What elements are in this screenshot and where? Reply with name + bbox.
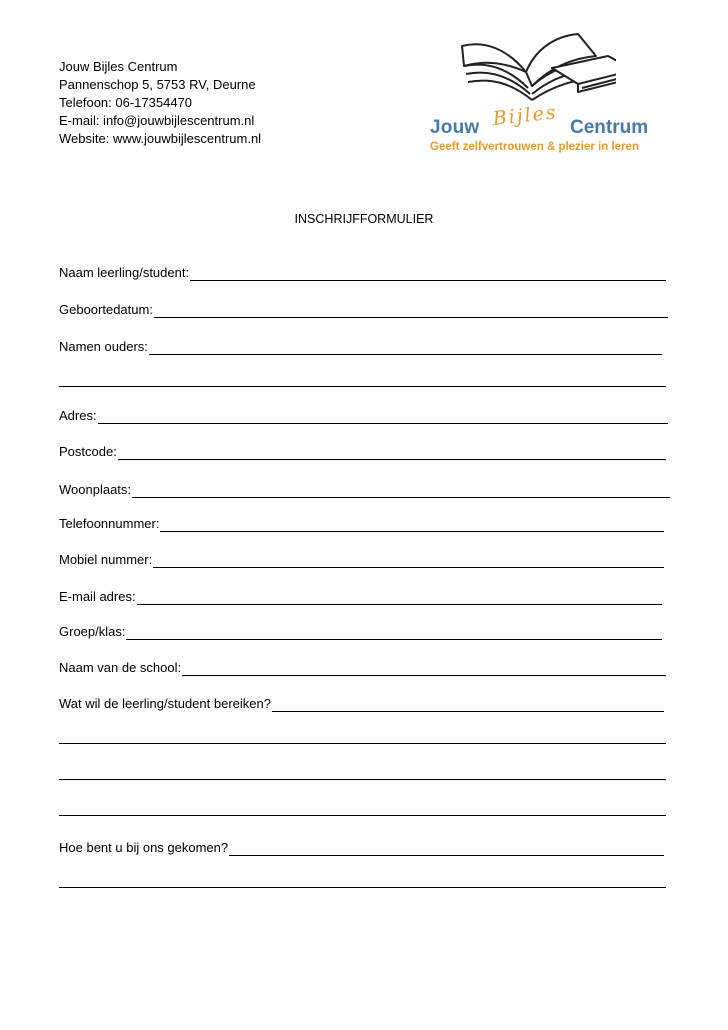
referral-input-line[interactable] <box>229 842 664 856</box>
city-field[interactable] <box>59 480 670 498</box>
referral-label: Hoe bent u bij ons gekomen? <box>59 840 229 855</box>
company-logo <box>428 28 668 156</box>
mobile-label: Mobiel nummer: <box>59 552 153 567</box>
contact-website: Website: www.jouwbijlescentrum.nl <box>59 131 262 146</box>
logo-word-centrum: Centrum <box>570 117 649 138</box>
referral-extra-line[interactable] <box>59 887 666 888</box>
goals-label: Wat wil de leerling/student bereiken? <box>59 696 271 711</box>
email-field[interactable] <box>59 587 662 605</box>
form-title: INSCHRIJFFORMULIER <box>294 212 434 226</box>
phone-field[interactable] <box>59 514 664 532</box>
address-label: Adres: <box>59 408 97 423</box>
city-input-line[interactable] <box>132 484 670 498</box>
goals-input-line[interactable] <box>272 698 664 712</box>
school-name-input-line[interactable] <box>182 662 666 676</box>
contact-address: Pannenschop 5, 5753 RV, Deurne <box>59 77 256 92</box>
email-input-line[interactable] <box>137 591 662 605</box>
birth-date-input-line[interactable] <box>154 304 668 318</box>
contact-email: E-mail: info@jouwbijlescentrum.nl <box>59 113 255 128</box>
postal-code-field[interactable] <box>59 442 666 460</box>
group-class-input-line[interactable] <box>126 626 662 640</box>
postal-code-label: Postcode: <box>59 444 117 459</box>
contact-phone: Telefoon: 06-17354470 <box>59 95 193 110</box>
parent-names-extra-line[interactable] <box>59 386 666 387</box>
phone-input-line[interactable] <box>160 518 664 532</box>
postal-code-input-line[interactable] <box>118 446 666 460</box>
group-class-field[interactable] <box>59 622 662 640</box>
goals-extra-line-1[interactable] <box>59 743 666 744</box>
student-name-field[interactable] <box>59 263 666 281</box>
parent-names-input-line[interactable] <box>149 341 662 355</box>
goals-extra-line-3[interactable] <box>59 815 666 816</box>
school-name-field[interactable] <box>59 658 666 676</box>
parent-names-label: Namen ouders: <box>59 339 148 354</box>
phone-label: Telefoonnummer: <box>59 516 160 531</box>
email-label: E-mail adres: <box>59 589 136 604</box>
address-field[interactable] <box>59 406 668 424</box>
student-name-label: Naam leerling/student: <box>59 265 190 280</box>
school-name-label: Naam van de school: <box>59 660 182 675</box>
birth-date-label: Geboortedatum: <box>59 302 153 317</box>
referral-field[interactable] <box>59 838 664 856</box>
contact-block <box>59 58 261 148</box>
logo-word-bijles: Bijles <box>491 101 559 130</box>
mobile-input-line[interactable] <box>153 554 664 568</box>
birth-date-field[interactable] <box>59 300 668 318</box>
group-class-label: Groep/klas: <box>59 624 126 639</box>
student-name-input-line[interactable] <box>190 267 666 281</box>
contact-name: Jouw Bijles Centrum <box>59 59 178 74</box>
logo-slogan: Geeft zelfvertrouwen & plezier in leren <box>430 141 639 153</box>
mobile-field[interactable] <box>59 550 664 568</box>
city-label: Woonplaats: <box>59 482 132 497</box>
open-book-icon <box>456 28 616 108</box>
goals-extra-line-2[interactable] <box>59 779 666 780</box>
goals-field[interactable] <box>59 694 664 712</box>
parent-names-field[interactable] <box>59 337 662 355</box>
address-input-line[interactable] <box>98 410 668 424</box>
logo-word-jouw: Jouw <box>430 117 480 138</box>
